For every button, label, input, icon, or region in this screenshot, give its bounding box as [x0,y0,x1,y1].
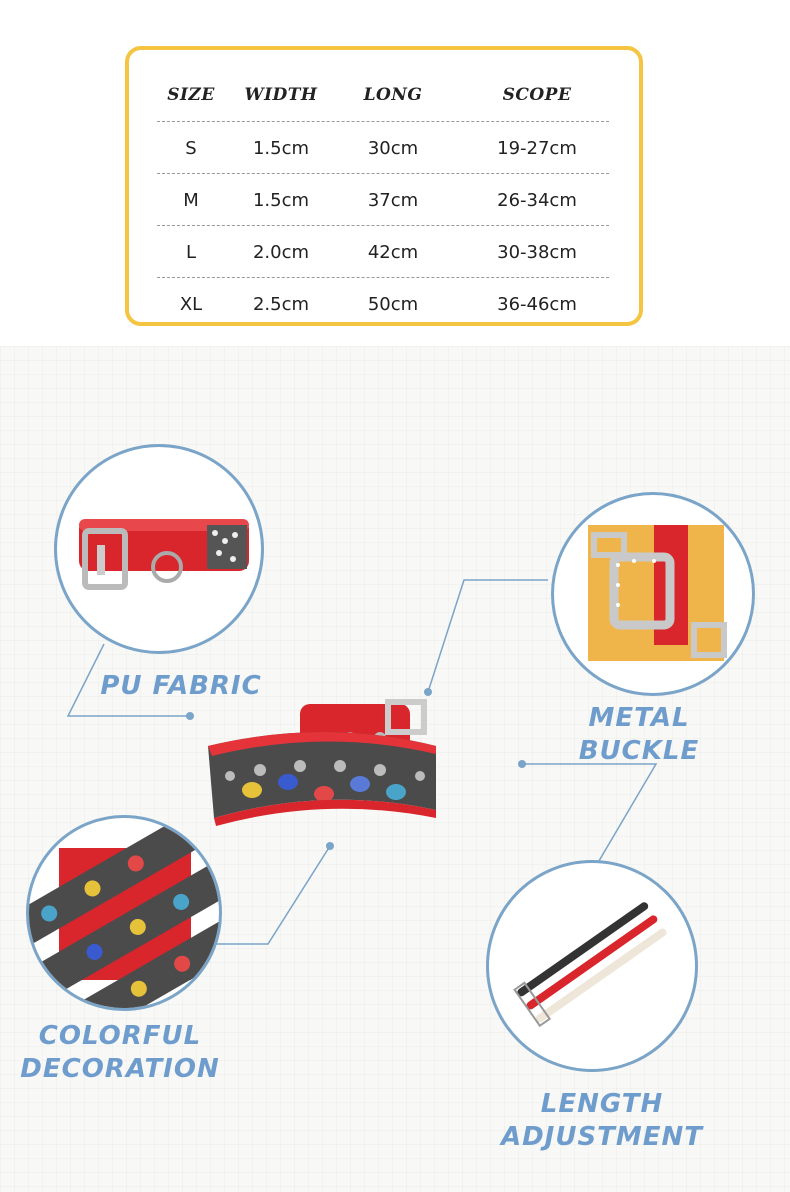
label-colorful-decoration [20,1020,220,1085]
label-metal-buckle: METAL BUCKLE [578,703,700,766]
cell-long: 42cm [367,241,419,263]
cell-scope: 30-38cm [497,241,577,263]
buckle-image [554,495,752,693]
label-length-adjustment [496,1088,708,1153]
cell-long: 50cm [367,293,419,315]
cell-scope: 36-46cm [497,293,577,315]
pu-fabric-photo [54,444,264,654]
cell-width: 1.5cm [252,189,310,211]
connector-metal-buckle [428,580,548,692]
cell-long: 30cm [367,137,419,159]
cell-size: M [183,189,199,211]
cell-scope: 26-34cm [497,189,577,211]
length-adjustment-photo [486,860,698,1072]
cell-size: L [185,241,197,263]
collar-main-image [200,690,450,840]
connector-dot [518,760,526,768]
label-pu-fabric: PU FABRIC [100,671,262,701]
cell-size: XL [179,293,203,315]
colorful-decoration-photo [26,815,222,1011]
cell-width: 2.5cm [252,293,310,315]
connector-dot [326,842,334,850]
three-collars-image [489,863,695,1069]
rhinestone-image [29,818,219,1008]
cell-long: 37cm [367,189,419,211]
header-long: LONG [363,85,423,105]
cell-size: S [185,137,197,159]
connector-colorful [212,846,330,944]
metal-buckle-photo [551,492,755,696]
connector-dot [186,712,194,720]
header-size: SIZE [167,85,215,105]
header-scope: SCOPE [502,85,572,105]
cell-width: 1.5cm [252,137,310,159]
cell-scope: 19-27cm [497,137,577,159]
collar-side-image [57,447,261,651]
label-colorful-line2: DECORATION [20,1053,220,1084]
cell-width: 2.0cm [252,241,310,263]
label-colorful-line1: COLORFUL [38,1021,202,1051]
label-length-line2: ADJUSTMENT [500,1121,704,1152]
label-length-line1: LENGTH [540,1089,664,1119]
connector-length [522,764,656,866]
header-width: WIDTH [244,85,318,105]
